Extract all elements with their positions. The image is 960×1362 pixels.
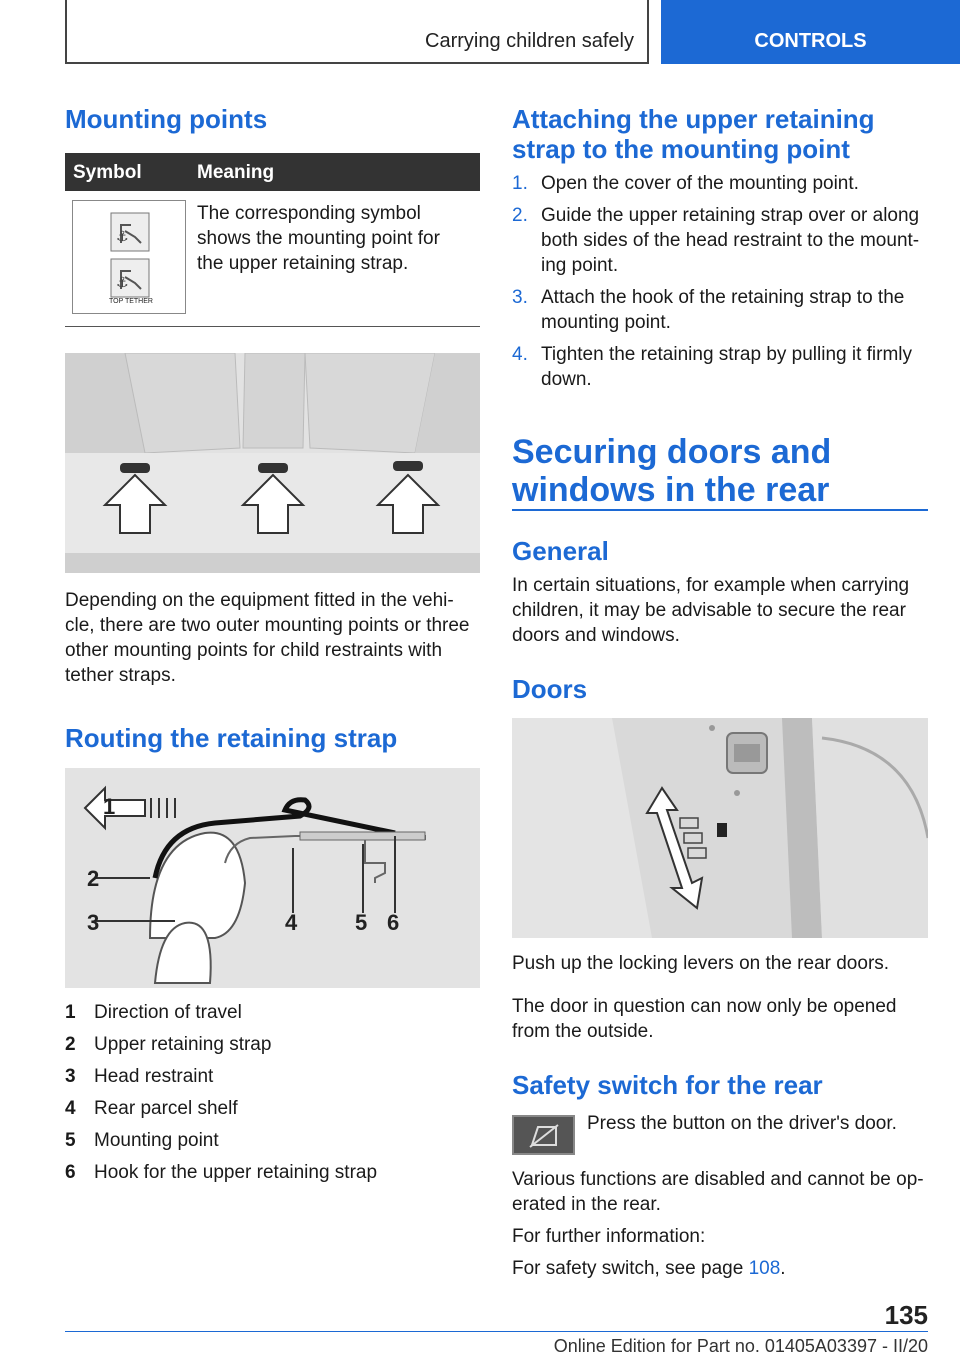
doors-text-2: The door in question can now only be opened from the outside. xyxy=(512,996,897,1042)
step-item: 1. Open the cover of the mounting point. xyxy=(512,173,859,194)
header-section-title: Carrying children safely xyxy=(425,30,634,52)
general-text: In certain situations, for example when carrying children, it may be advisable to secure the rear doors and windows. xyxy=(512,575,910,646)
safety-switch-reference: For safety switch, see page 108. xyxy=(512,1258,786,1279)
securing-heading-rule xyxy=(512,509,928,511)
safety-switch-heading: Safety switch for the rear xyxy=(512,1070,823,1100)
attach-strap-heading: Attaching the upper retaining strap to the mounting point xyxy=(512,104,875,164)
header-tab-controls[interactable]: CONTROLS xyxy=(661,0,960,64)
top-tether-symbol xyxy=(72,200,186,314)
legend-item: 5 Mounting point xyxy=(65,1130,219,1151)
legend-item: 4 Rear parcel shelf xyxy=(65,1098,238,1119)
doors-heading: Doors xyxy=(512,674,588,704)
diagram-label-3: 3 xyxy=(87,910,100,935)
diagram-label-2: 2 xyxy=(87,866,100,891)
door-lock-lever-image xyxy=(512,718,928,938)
table-bottom-rule xyxy=(65,326,480,327)
diagram-label-4: 4 xyxy=(285,910,298,935)
mounting-points-heading: Mounting points xyxy=(65,104,268,134)
symbol-meaning-text: The corresponding symbol shows the mounting point for the upper retaining strap. xyxy=(197,203,440,274)
mounting-points-description: Depending on the equipment fitted in the vehi-cle, there are two outer mounting points or three other mounting points for child restraints with tether straps. xyxy=(65,590,470,686)
diagram-label-1: 1 xyxy=(103,794,116,819)
top-tether-caption: TOP TETHER xyxy=(109,298,153,305)
symbol-table-header xyxy=(65,153,480,191)
step-item: 4. Tighten the retaining strap by pulling it firmly down. xyxy=(512,344,913,390)
page-number: 135 xyxy=(884,1300,928,1330)
routing-strap-heading: Routing the retaining strap xyxy=(65,723,398,753)
safety-switch-text: Press the button on the driver's door. xyxy=(587,1113,897,1134)
routing-legend xyxy=(65,997,480,1189)
page-108-link[interactable]: 108 xyxy=(748,1258,781,1279)
securing-doors-heading: Securing doors and windows in the rear xyxy=(512,433,832,509)
col-symbol-header: Symbol xyxy=(73,162,142,183)
diagram-label-6: 6 xyxy=(387,910,400,935)
routing-strap-diagram xyxy=(65,768,480,988)
top-tether-icon xyxy=(73,201,185,313)
legend-item: 2 Upper retaining strap xyxy=(65,1034,272,1055)
doors-text-1: Push up the locking levers on the rear doors. xyxy=(512,953,890,974)
footer-rule xyxy=(65,1331,928,1332)
general-heading: General xyxy=(512,536,609,566)
window-lock-icon xyxy=(514,1117,573,1153)
svg-text:⚓: ⚓ xyxy=(116,275,129,291)
various-functions-text: Various functions are disabled and cannot be op-erated in the rear. xyxy=(512,1169,924,1215)
svg-text:⚓: ⚓ xyxy=(116,229,129,245)
diagram-label-5: 5 xyxy=(355,910,368,935)
legend-item: 1 Direction of travel xyxy=(65,1002,242,1023)
legend-item: 6 Hook for the upper retaining strap xyxy=(65,1162,378,1183)
rear-shelf-mounting-points-image xyxy=(65,353,480,573)
safety-switch-symbol xyxy=(512,1115,575,1155)
legend-item: 3 Head restraint xyxy=(65,1066,214,1087)
attach-steps-list xyxy=(512,171,928,392)
col-meaning-header: Meaning xyxy=(197,162,275,183)
footer-edition-text: Online Edition for Part no. 01405A03397 - II/20 xyxy=(553,1336,928,1356)
step-item: 3. Attach the hook of the retaining strap to the mounting point. xyxy=(512,287,905,333)
further-info-text: For further information: xyxy=(512,1226,706,1247)
step-item: 2. Guide the upper retaining strap over or along both sides of the head restraint to the mount-ing point. xyxy=(512,205,920,276)
